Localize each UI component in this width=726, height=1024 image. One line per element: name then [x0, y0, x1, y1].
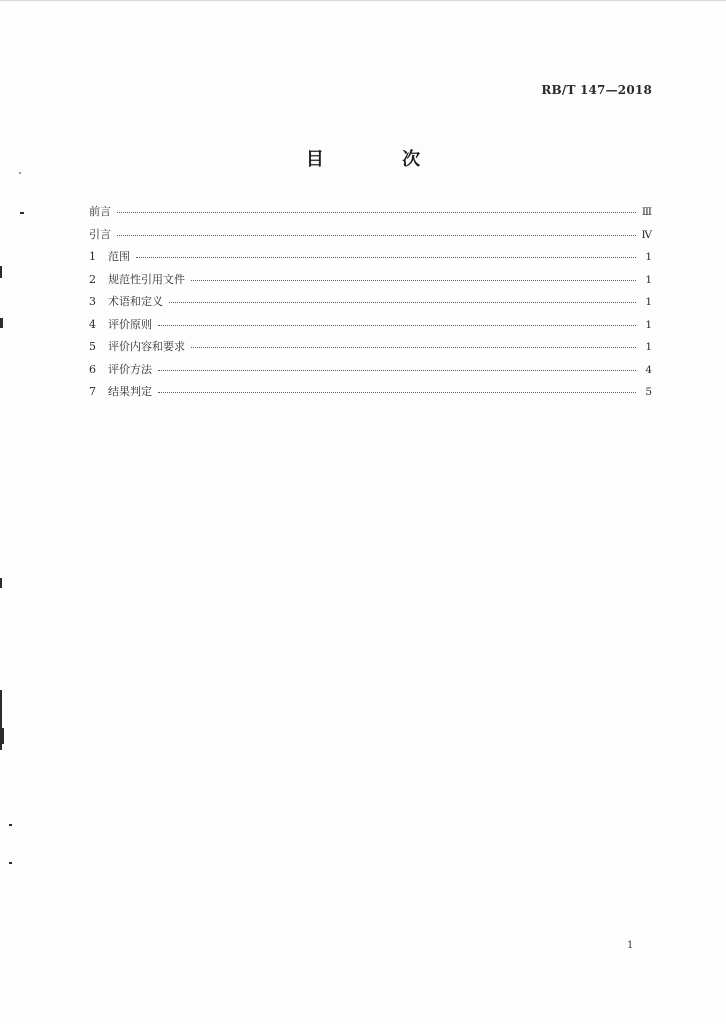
scan-artifact — [20, 212, 24, 214]
scan-artifact — [0, 318, 3, 328]
toc-leader-dots — [158, 315, 636, 326]
toc-entry-page: 4 — [645, 363, 652, 376]
toc-leader-dots — [158, 382, 636, 393]
toc-entry-label: 术语和定义 — [108, 295, 163, 308]
toc-entry-evaluation-principles[interactable] — [89, 316, 652, 339]
scan-artifact — [19, 172, 21, 174]
toc-entry-introduction[interactable] — [89, 226, 652, 249]
toc-entry-page: Ⅳ — [641, 228, 652, 241]
toc-entry-evaluation-methods[interactable] — [89, 361, 652, 384]
scan-artifact — [9, 824, 12, 826]
toc-entry-evaluation-content[interactable] — [89, 338, 652, 361]
toc-entry-label: 引言 — [89, 227, 111, 241]
toc-entry-page: 5 — [645, 386, 652, 398]
toc-entry-number: 7 — [89, 385, 96, 398]
scan-artifact — [9, 862, 12, 864]
toc-leader-dots — [158, 360, 636, 371]
toc-entry-page: 1 — [645, 251, 652, 263]
toc-leader-dots — [117, 225, 636, 236]
toc-entry-label: 结果判定 — [108, 385, 152, 398]
toc-entry-number: 4 — [89, 317, 96, 331]
toc-title: 目 次 — [305, 149, 457, 170]
standard-code: RB/T 147—2018 — [541, 83, 652, 97]
toc-entry-page: 1 — [645, 273, 652, 286]
toc-entry-terms-definitions[interactable] — [89, 293, 652, 316]
toc-entry-label: 范围 — [108, 250, 130, 263]
toc-entry-scope[interactable] — [89, 248, 652, 271]
toc-entry-number: 1 — [89, 250, 96, 263]
toc-entry-label: 评价原则 — [108, 317, 152, 331]
toc-entry-result-judgment[interactable] — [89, 383, 652, 406]
toc-entry-label: 前言 — [89, 205, 111, 218]
toc-leader-dots — [169, 292, 636, 303]
toc-entry-normative-references[interactable] — [89, 271, 652, 294]
scan-artifact — [0, 578, 2, 588]
table-of-contents — [89, 203, 652, 406]
toc-entry-label: 规范性引用文件 — [108, 272, 185, 286]
toc-leader-dots — [191, 337, 636, 348]
toc-entry-number: 5 — [89, 340, 96, 353]
toc-entry-page: 1 — [645, 296, 652, 308]
toc-entry-page: 1 — [645, 341, 652, 353]
toc-entry-label: 评价内容和要求 — [108, 340, 185, 353]
page-number: 1 — [627, 940, 634, 951]
toc-entry-page: Ⅲ — [641, 206, 652, 218]
toc-entry-label: 评价方法 — [108, 362, 152, 376]
toc-entry-page: 1 — [645, 318, 652, 331]
scan-artifact — [0, 728, 4, 744]
toc-entry-number: 3 — [89, 295, 96, 308]
toc-entry-foreword[interactable] — [89, 203, 652, 226]
scan-artifact — [0, 266, 2, 278]
top-edge — [0, 0, 726, 1]
toc-entry-number: 6 — [89, 362, 96, 376]
toc-leader-dots — [191, 270, 636, 281]
toc-leader-dots — [136, 247, 636, 258]
toc-leader-dots — [117, 202, 636, 213]
toc-entry-number: 2 — [89, 272, 96, 286]
